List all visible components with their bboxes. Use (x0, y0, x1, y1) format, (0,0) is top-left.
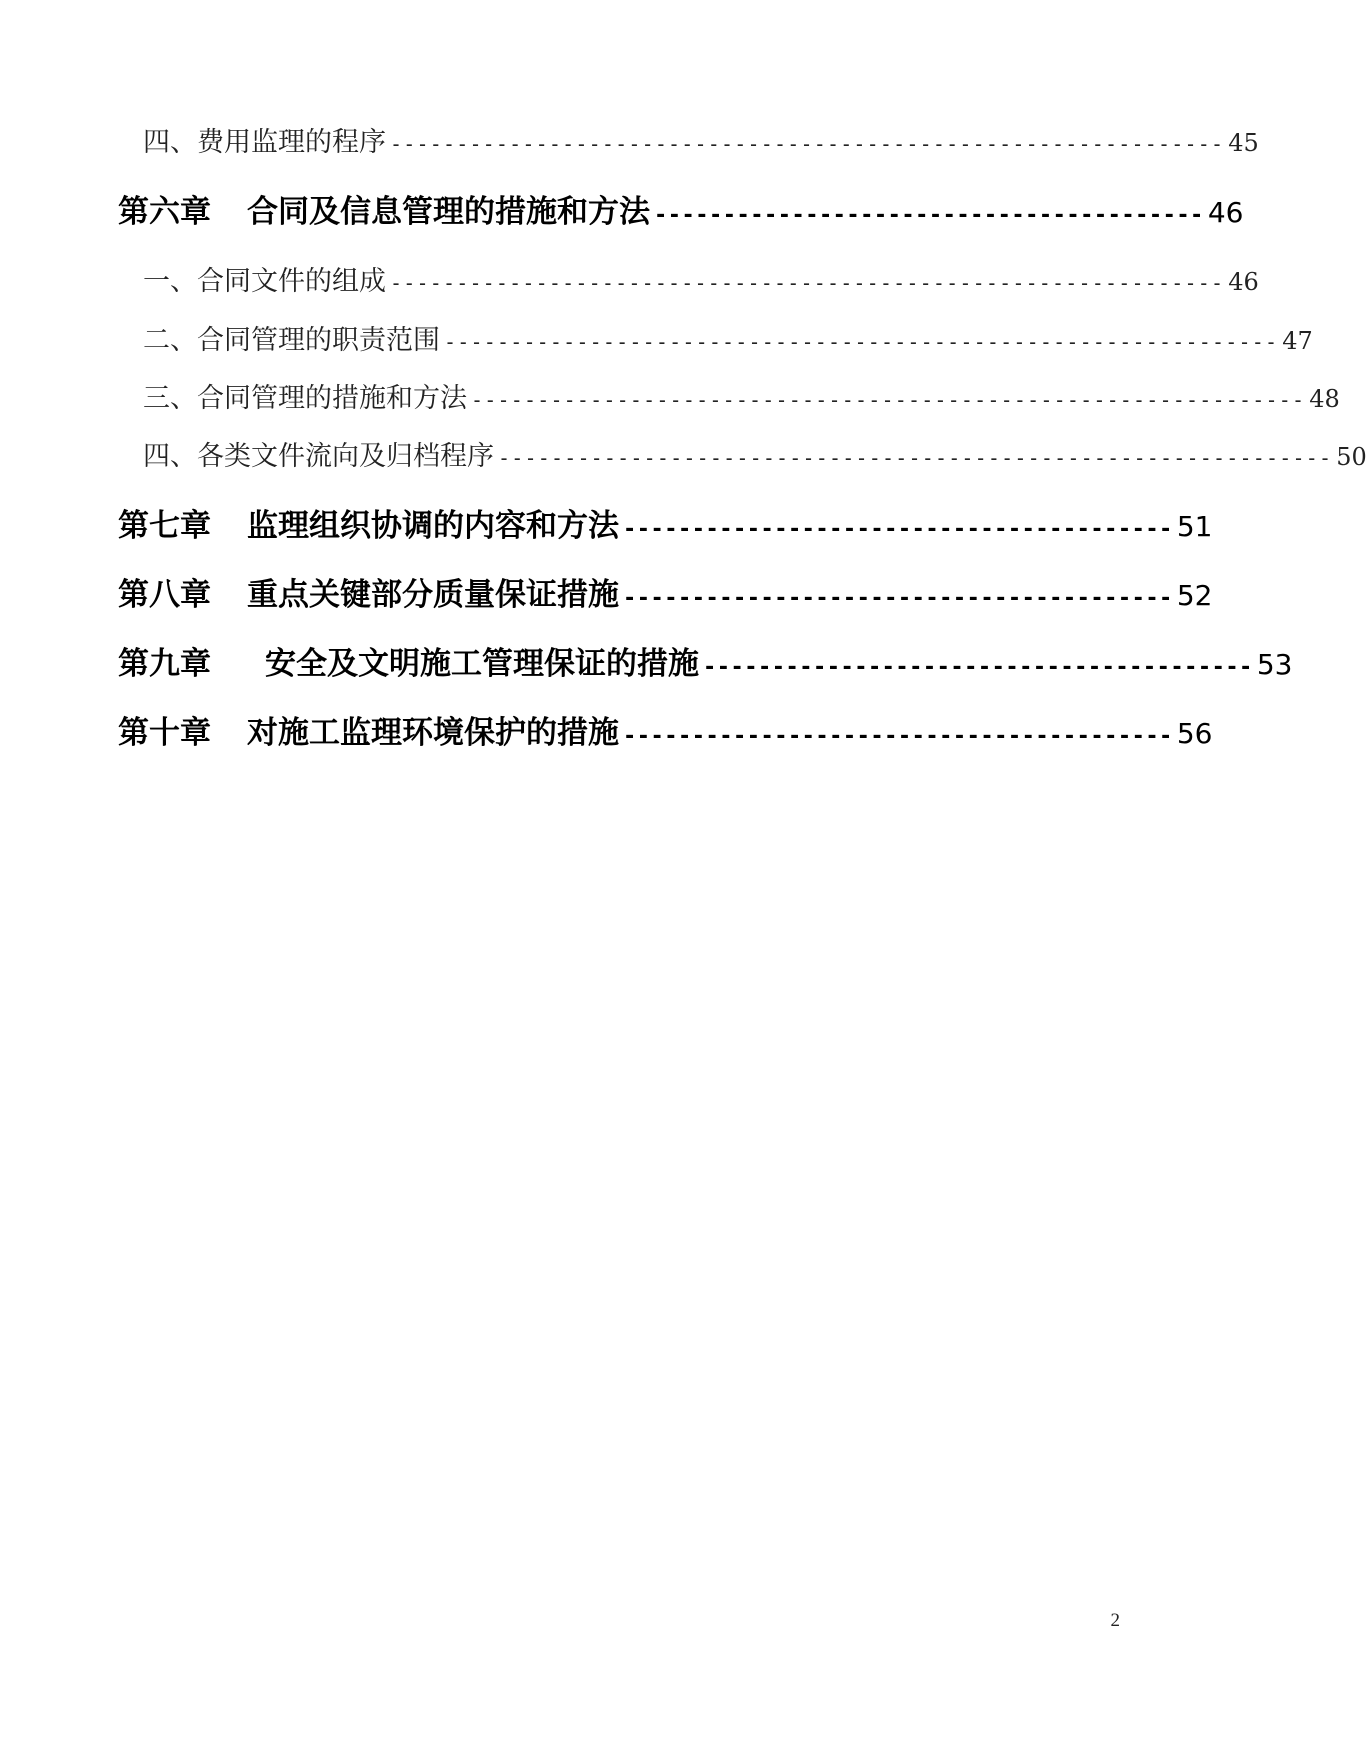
toc-chapter-title: 监理组织协调的内容和方法 (247, 508, 619, 544)
toc-chapter-number: 第八章 (118, 577, 211, 613)
toc-chapter-heading (118, 707, 619, 752)
toc-dot-leader: --------------------------------------------------------------- (471, 388, 1306, 412)
toc-dot-leader: ---------------------------------------- (623, 586, 1173, 611)
toc-entry-label: 三、合同管理的措施和方法 (143, 383, 467, 414)
toc-page-number: 48 (1309, 385, 1340, 413)
toc-chapter-heading (118, 500, 619, 545)
toc-entry-label: 一、合同文件的组成 (143, 266, 386, 297)
toc-entry-contract-documents (143, 259, 1259, 298)
toc-dot-leader: --------------------------------------------------------------- (390, 132, 1225, 156)
toc-chapter-title: 对施工监理环境保护的措施 (247, 715, 619, 751)
toc-entry-contract-responsibilities (143, 318, 1313, 357)
toc-chapter-6 (118, 186, 1244, 231)
toc-dot-leader: ---------------------------------------- (703, 655, 1253, 680)
toc-chapter-heading (118, 638, 699, 683)
toc-chapter-8 (118, 569, 1213, 614)
toc-chapter-7 (118, 500, 1213, 545)
toc-entry-fee-procedure (143, 120, 1259, 159)
toc-page-number: 52 (1176, 579, 1213, 612)
toc-page-number: 46 (1207, 196, 1244, 229)
toc-chapter-heading (118, 186, 650, 231)
toc-chapter-number: 第七章 (118, 508, 211, 544)
toc-dot-leader: ---------------------------------------- (654, 203, 1204, 228)
toc-dot-leader: ---------------------------------------- (623, 724, 1173, 749)
toc-page-number: 56 (1176, 717, 1213, 750)
toc-entry-contract-measures (143, 376, 1340, 415)
toc-chapter-10 (118, 707, 1213, 752)
toc-chapter-9 (118, 638, 1293, 683)
toc-chapter-title: 合同及信息管理的措施和方法 (247, 194, 650, 230)
toc-page-number: 46 (1228, 268, 1259, 296)
toc-entry-label: 二、合同管理的职责范围 (143, 325, 440, 356)
toc-chapter-title: 安全及文明施工管理保证的措施 (265, 646, 699, 682)
toc-page-number: 47 (1282, 327, 1313, 355)
toc-dot-leader: --------------------------------------------------------------- (444, 330, 1279, 354)
toc-entry-label: 四、费用监理的程序 (143, 127, 386, 158)
page-number: 2 (1110, 1610, 1120, 1631)
toc-dot-leader: ---------------------------------------- (623, 517, 1173, 542)
toc-chapter-title: 重点关键部分质量保证措施 (247, 577, 619, 613)
toc-entry-label: 四、各类文件流向及归档程序 (143, 441, 494, 472)
toc-entry-document-flow (143, 434, 1367, 473)
toc-page-number: 53 (1256, 648, 1293, 681)
toc-dot-leader: --------------------------------------------------------------- (498, 446, 1333, 470)
toc-page-number: 45 (1228, 129, 1259, 157)
toc-chapter-number: 第九章 (118, 646, 211, 682)
toc-dot-leader: --------------------------------------------------------------- (390, 271, 1225, 295)
toc-chapter-heading (118, 569, 619, 614)
toc-chapter-number: 第十章 (118, 715, 211, 751)
toc-page-number: 51 (1176, 510, 1213, 543)
toc-page-number: 50 (1336, 443, 1367, 471)
toc-chapter-number: 第六章 (118, 194, 211, 230)
